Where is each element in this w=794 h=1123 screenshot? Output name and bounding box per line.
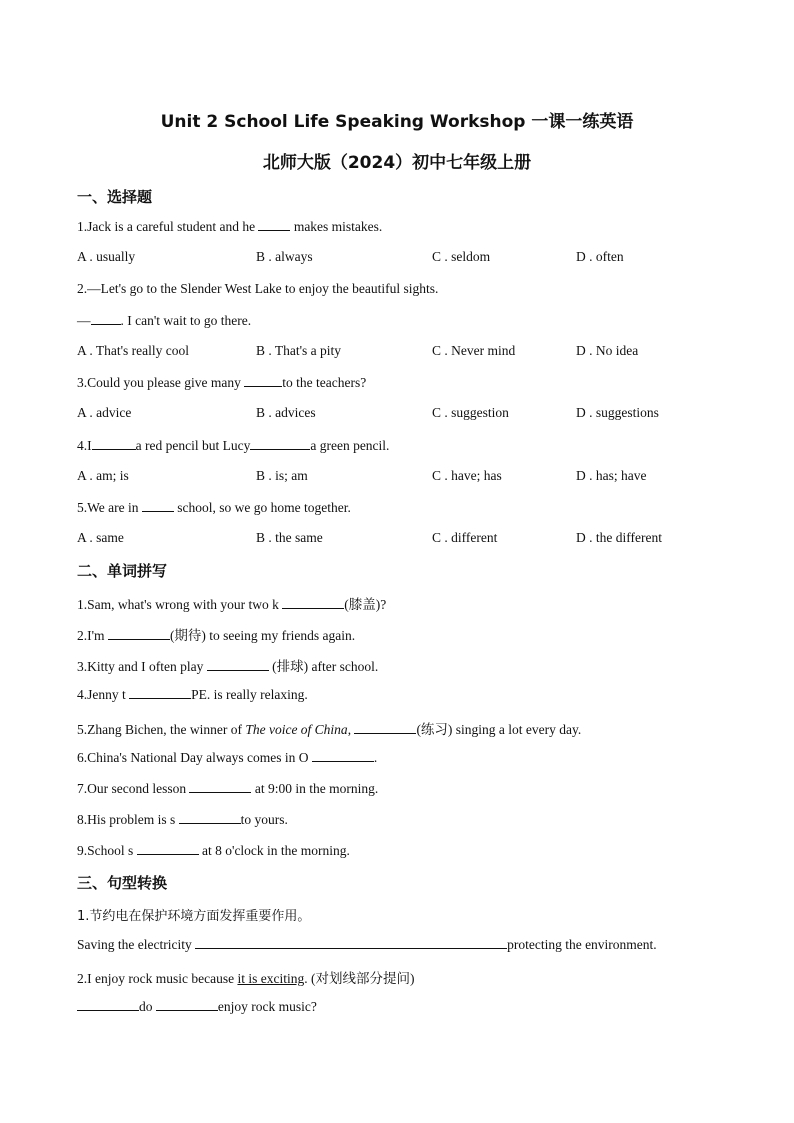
spelling-item-8: 8.His problem is s to yours. xyxy=(77,812,288,827)
spelling-item-7: 7.Our second lesson at 9:00 in the morning. xyxy=(77,781,379,796)
answer-blank xyxy=(312,749,374,762)
answer-blank xyxy=(250,437,310,450)
answer-blank xyxy=(244,374,282,387)
spelling-item-2: 2.I'm (期待) to seeing my friends again. xyxy=(77,628,356,643)
mc-option: A . advice xyxy=(77,405,132,420)
transform-answer-1: Saving the electricity protecting the environment. xyxy=(77,937,657,952)
mc-option: A . am; is xyxy=(77,468,129,483)
mc-option: B . advices xyxy=(256,405,316,420)
mc-option: D . No idea xyxy=(576,343,639,358)
spelling-item-1: 1.Sam, what's wrong with your two k (膝盖)? xyxy=(77,597,387,612)
mc-option: C . have; has xyxy=(432,468,502,483)
section-heading-spelling: 二、单词拼写 xyxy=(77,562,168,580)
transform-answer-2: do enjoy rock music? xyxy=(77,998,317,1015)
answer-blank xyxy=(195,936,507,949)
mc-option: A . That's really cool xyxy=(77,343,190,358)
answer-blank xyxy=(137,842,199,855)
mc-option: B . is; am xyxy=(256,468,308,483)
answer-blank xyxy=(156,998,218,1011)
doc-subtitle: 北师大版（2024）初中七年级上册 xyxy=(262,153,532,173)
answer-blank xyxy=(77,998,139,1011)
answer-blank xyxy=(207,658,269,671)
mc-option: D . suggestions xyxy=(576,405,659,420)
mc-question-3: 3.Could you please give many to the teachers? xyxy=(77,375,367,390)
mc-option: D . the different xyxy=(576,530,662,545)
mc-option: C . different xyxy=(432,530,498,545)
spelling-item-4: 4.Jenny t PE. is really relaxing. xyxy=(77,687,308,702)
answer-blank xyxy=(354,721,416,734)
transform-question-1: 1.节约电在保护环境方面发挥重要作用。 xyxy=(77,909,311,924)
mc-option: A . usually xyxy=(77,249,136,264)
answer-blank xyxy=(91,312,121,325)
answer-blank xyxy=(142,499,174,512)
underlined-phrase: it is exciting xyxy=(237,971,305,986)
mc-option: D . has; have xyxy=(576,468,647,483)
mc-option: D . often xyxy=(576,249,624,264)
mc-question-5: 5.We are in school, so we go home together. xyxy=(77,500,351,515)
spelling-item-3: 3.Kitty and I often play (排球) after school. xyxy=(77,659,379,674)
doc-title: Unit 2 School Life Speaking Workshop 一课一练英语 xyxy=(160,112,634,132)
transform-question-2: 2.I enjoy rock music because it is exciting. (对划线部分提问) xyxy=(77,971,415,986)
mc-question-2: 2.—Let's go to the Slender West Lake to enjoy the beautiful sights. xyxy=(77,281,439,296)
mc-option: C . Never mind xyxy=(432,343,516,358)
mc-question-4: 4.I a red pencil but Lucy a green pencil. xyxy=(77,438,390,453)
mc-option: B . That's a pity xyxy=(256,343,342,358)
mc-option: C . suggestion xyxy=(432,405,509,420)
spelling-item-5: 5.Zhang Bichen, the winner of The voice of China, (练习) singing a lot every day. xyxy=(77,722,582,737)
answer-blank xyxy=(108,627,170,640)
section-heading-transform: 三、句型转换 xyxy=(77,874,168,892)
answer-blank xyxy=(179,811,241,824)
section-heading-choice: 一、选择题 xyxy=(77,188,153,206)
answer-blank xyxy=(258,218,290,231)
mc-option: B . always xyxy=(256,249,313,264)
spelling-item-6: 6.China's National Day always comes in O . xyxy=(77,750,378,765)
mc-option: C . seldom xyxy=(432,249,491,264)
answer-blank xyxy=(189,780,251,793)
mc-question-1: 1.Jack is a careful student and he makes mistakes. xyxy=(77,219,383,234)
mc-question-2-reply: — . I can't wait to go there. xyxy=(77,313,252,328)
answer-blank xyxy=(92,437,136,450)
answer-blank xyxy=(129,686,191,699)
spelling-item-9: 9.School s at 8 o'clock in the morning. xyxy=(77,843,350,858)
mc-option: B . the same xyxy=(256,530,323,545)
answer-blank xyxy=(282,596,344,609)
mc-option: A . same xyxy=(77,530,124,545)
